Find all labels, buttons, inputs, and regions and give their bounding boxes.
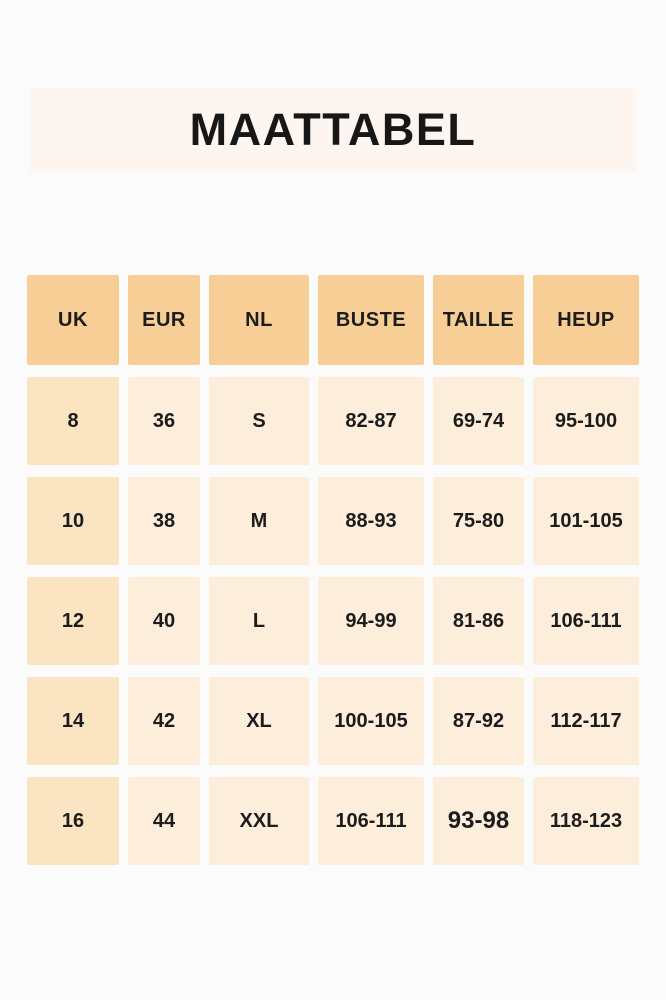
cell-buste-row4: 100-105: [318, 677, 424, 765]
cell-uk-row4: 14: [27, 677, 119, 765]
column-header-taille: TAILLE: [433, 275, 524, 365]
cell-taille-row3: 81-86: [433, 577, 524, 665]
cell-buste-row1: 82-87: [318, 377, 424, 465]
cell-eur-row4: 42: [128, 677, 200, 765]
cell-taille-row2: 75-80: [433, 477, 524, 565]
cell-nl-row4: XL: [209, 677, 309, 765]
cell-eur-row5: 44: [128, 777, 200, 865]
title-band: [30, 88, 636, 172]
cell-taille-row4: 87-92: [433, 677, 524, 765]
cell-uk-row1: 8: [27, 377, 119, 465]
cell-uk-row2: 10: [27, 477, 119, 565]
cell-heup-row2: 101-105: [533, 477, 639, 565]
column-header-buste: BUSTE: [318, 275, 424, 365]
column-header-uk: UK: [27, 275, 119, 365]
column-header-eur: EUR: [128, 275, 200, 365]
cell-heup-row1: 95-100: [533, 377, 639, 465]
page-title: MAATTABEL: [189, 104, 477, 155]
cell-nl-row1: S: [209, 377, 309, 465]
cell-heup-row3: 106-111: [533, 577, 639, 665]
cell-eur-row2: 38: [128, 477, 200, 565]
cell-eur-row1: 36: [128, 377, 200, 465]
cell-taille-row5: 93-98: [433, 777, 524, 865]
cell-heup-row5: 118-123: [533, 777, 639, 865]
column-header-heup: HEUP: [533, 275, 639, 365]
size-table: [27, 275, 639, 865]
cell-buste-row5: 106-111: [318, 777, 424, 865]
cell-eur-row3: 40: [128, 577, 200, 665]
cell-uk-row5: 16: [27, 777, 119, 865]
column-header-nl: NL: [209, 275, 309, 365]
cell-nl-row5: XXL: [209, 777, 309, 865]
cell-buste-row3: 94-99: [318, 577, 424, 665]
cell-uk-row3: 12: [27, 577, 119, 665]
cell-heup-row4: 112-117: [533, 677, 639, 765]
cell-taille-row1: 69-74: [433, 377, 524, 465]
cell-nl-row2: M: [209, 477, 309, 565]
cell-buste-row2: 88-93: [318, 477, 424, 565]
cell-nl-row3: L: [209, 577, 309, 665]
